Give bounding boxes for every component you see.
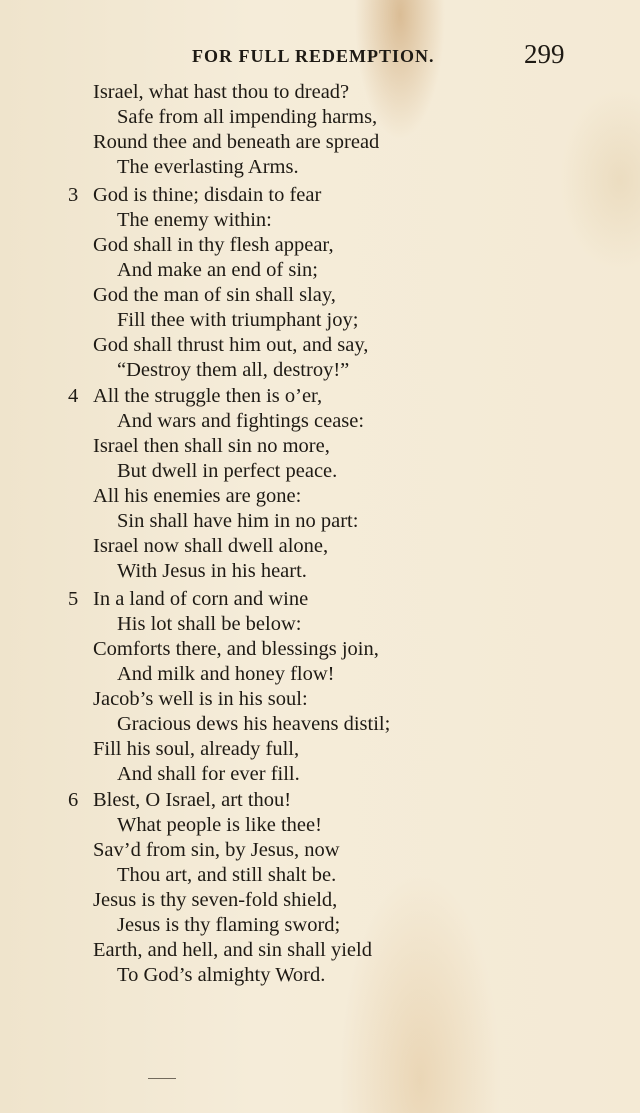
stanza-line: God shall thrust him out, and say,: [93, 334, 369, 356]
stanza-line: The enemy within:: [117, 209, 272, 231]
stanza-line: God the man of sin shall slay,: [93, 284, 336, 306]
stanza-line: Safe from all impending harms,: [117, 106, 378, 128]
stanza-line: God is thine; disdain to fear: [93, 184, 322, 206]
stanza-line: And make an end of sin;: [117, 259, 318, 281]
stanza-line: Thou art, and still shalt be.: [117, 864, 337, 886]
stanza-line: Fill thee with triumphant joy;: [117, 309, 359, 331]
stanza-line: Gracious dews his heavens distil;: [117, 713, 391, 735]
stanza-line: Jesus is thy flaming sword;: [117, 914, 341, 936]
stanza-line: In a land of corn and wine: [93, 588, 309, 610]
stanza-line: Israel then shall sin no more,: [93, 435, 330, 457]
stanza-line: What people is like thee!: [117, 814, 322, 836]
stanza-number: 6: [68, 789, 79, 811]
stanza-line: Sav’d from sin, by Jesus, now: [93, 839, 340, 861]
stanza-line: Jesus is thy seven-fold shield,: [93, 889, 338, 911]
stanza-line: Comforts there, and blessings join,: [93, 638, 379, 660]
stanza-number: 5: [68, 588, 79, 610]
stanza-line: Round thee and beneath are spread: [93, 131, 380, 153]
page-header: [0, 39, 640, 82]
stanza-line: His lot shall be below:: [117, 613, 302, 635]
footer-rule: [148, 1078, 176, 1079]
stanza-line: The everlasting Arms.: [117, 156, 299, 178]
page-number: 299: [524, 39, 565, 69]
stanza-line: Jacob’s well is in his soul:: [93, 688, 308, 710]
stanza-line: All the struggle then is o’er,: [93, 385, 323, 407]
stanza-line: Blest, O Israel, art thou!: [93, 789, 292, 811]
stanza-line: But dwell in perfect peace.: [117, 460, 338, 482]
stanza-line: Israel now shall dwell alone,: [93, 535, 329, 557]
stanza-line: Israel, what hast thou to dread?: [93, 81, 350, 103]
stanza-line: Sin shall have him in no part:: [117, 510, 359, 532]
stanza-line: “Destroy them all, destroy!”: [117, 359, 350, 381]
stanza-line: Earth, and hell, and sin shall yield: [93, 939, 372, 961]
stanza-line: With Jesus in his heart.: [117, 560, 307, 582]
stanza-number: 3: [68, 184, 79, 206]
stanza-line: To God’s almighty Word.: [117, 964, 326, 986]
stanza-line: And shall for ever fill.: [117, 763, 300, 785]
stanza-line: And milk and honey flow!: [117, 663, 335, 685]
stanza-line: And wars and fightings cease:: [117, 410, 365, 432]
stanza-line: All his enemies are gone:: [93, 485, 302, 507]
stanza-line: Fill his soul, already full,: [93, 738, 300, 760]
stanza-number: 4: [68, 385, 79, 407]
running-head: FOR FULL REDEMPTION.: [192, 46, 435, 66]
stanza-line: God shall in thy flesh appear,: [93, 234, 334, 256]
